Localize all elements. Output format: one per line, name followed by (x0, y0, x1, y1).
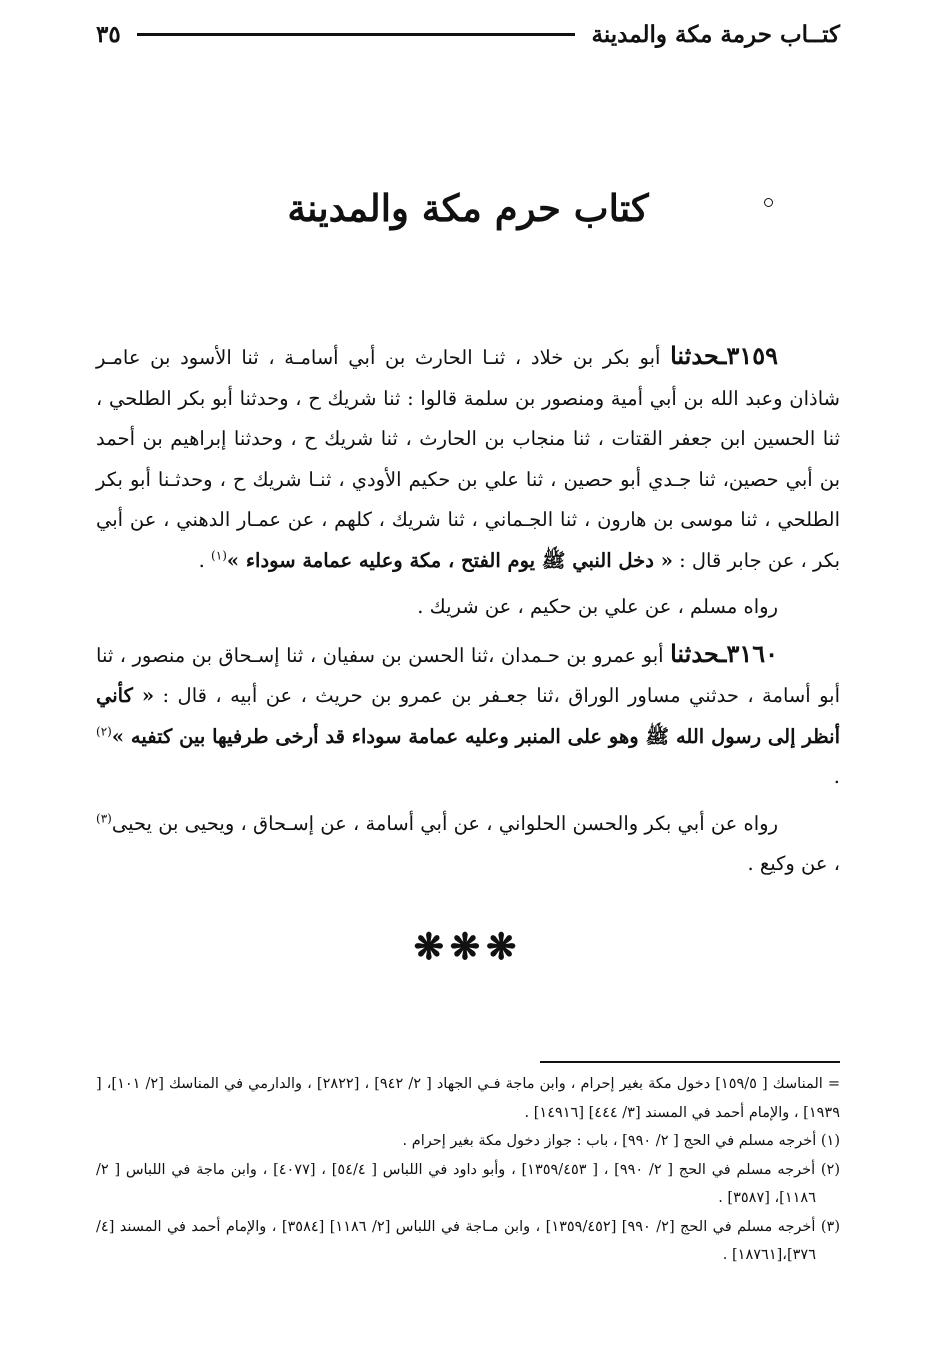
page-header (96, 14, 840, 54)
narration-text: رواه عن أبي بكر والحسن الحلواني ، عن أبي أسامة ، عن إسـحاق ، ويحيى بن يحيى (111, 811, 778, 835)
hadith-verb: ـحدثنا (670, 638, 727, 668)
footnote-1: (١) أخرجه مسلم في الحج [ ٢/ ٩٩٠] ، باب : جواز دخول مكة بغير إحرام . (402, 1133, 840, 1149)
footnotes (96, 1070, 840, 1270)
footnote-ref: (٢) (96, 724, 112, 738)
hadith-chain: أبو عمرو بن حـمدان ،ثنا الحسن بن سفيان ، ثنا إسـحاق بن منصور ، ثنا أبو أسامة ، حدثني مساور الوراق ،ثنا جعـفر بن عمرو بن حريث ، عن أبيه ، قال : (96, 643, 840, 707)
narration-text: ، عن وكيع . (747, 852, 840, 875)
page-number: ٣٥ (96, 20, 121, 48)
narration-paragraph (96, 804, 840, 885)
footnote-ref: (١) (211, 548, 227, 562)
running-title: كتــاب حرمة مكة والمدينة (591, 20, 840, 48)
section-separator: ❋❋❋ (413, 926, 523, 968)
hadith-paragraph (96, 634, 840, 798)
hadith-number: ٣١٦٠ (726, 638, 778, 668)
footnote-rule (540, 1061, 840, 1063)
hadith-end: . (833, 765, 840, 788)
hadith-chain: أبو بكر بن خلاد ، ثنـا الحارث بن أبي أسامـة ، ثنا الأسود بن عامـر شاذان وعبد الله بن أبي أمية ومنصور بن سلمة قالوا : ثنا شريك ح ، وحدثنا أبو بكر الطلحي ، ثنا الحسين ابن جعفر القتات ، ثنا منجاب بن الحارث ، ثنا شريك ح ، وحدثنا إبراهيم بن أحمد بن أبي حصين، ثنا جـدي أبو حصين ، ثنا علي بن حكيم الأودي ، ثنـا شريك ح ، وحدثـنا أبو بكر الطلحي ، ثنا موسى بن هارون ، ثنا الجـماني ، ثنا شريك ، كلهم ، عن عمـار الدهني ، عن أبي بكر ، عن جابر قال : (96, 346, 840, 572)
hadith-verb: ـحدثنا (670, 341, 727, 370)
hadith-quote: « دخل النبي ﷺ يوم الفتح ، مكة وعليه عمامة سوداء » (226, 548, 673, 572)
hadith-end: . (198, 548, 212, 572)
footnote-3: (٣) أخرجه مسلم في الحج [٢/ ٩٩٠] [١٣٥٩/٤٥٢] ، وابن مـاجة في اللباس [٢/ ١١٨٦] [٣٥٨٤] ، والإمام أحمد في المسند [٤/ ٣٧٦]،[١٨٧٦١] . (96, 1218, 840, 1263)
header-rule (137, 33, 576, 36)
footnote-continuation: = المناسك [ ١٥٩/٥] دخول مكة بغير إحرام ، وابن ماجة فـي الجهاد [ ٢/ ٩٤٢] ، [٢٨٢٢] ، والدارمي في المناسك [٢/ ١٠١]، [ ١٩٣٩] ، والإمام أحمد في المسند [٣/ ٤٤٤] [١٤٩١٦] . (96, 1076, 840, 1121)
footnote-ref: (٣) (96, 811, 112, 825)
main-text (96, 336, 840, 885)
hadith-number: ٣١٥٩ (726, 341, 778, 370)
hadith-paragraph (96, 336, 840, 581)
narration-paragraph: رواه مسلم ، عن علي بن حكيم ، عن شريك . (417, 595, 778, 618)
footnote-2: (٢) أخرجه مسلم في الحج [ ٢/ ٩٩٠] ، [ ١٣٥٩/٤٥٣] ، وأبو داود في اللباس [ ٥٤/٤] ، [٤٠٧٧] ، وابن ماجة في اللباس [ ٢/ ١١٨٦]، [٣٥٨٧] . (96, 1161, 840, 1206)
chapter-title: كتاب حرم مكة والمدينة (287, 186, 649, 230)
hadith-quote: « كأني أنظر إلى رسول الله ﷺ وهو على المنبر وعليه عمامة سوداء قد أرخى طرفيها بين كتفيه » (96, 684, 840, 748)
